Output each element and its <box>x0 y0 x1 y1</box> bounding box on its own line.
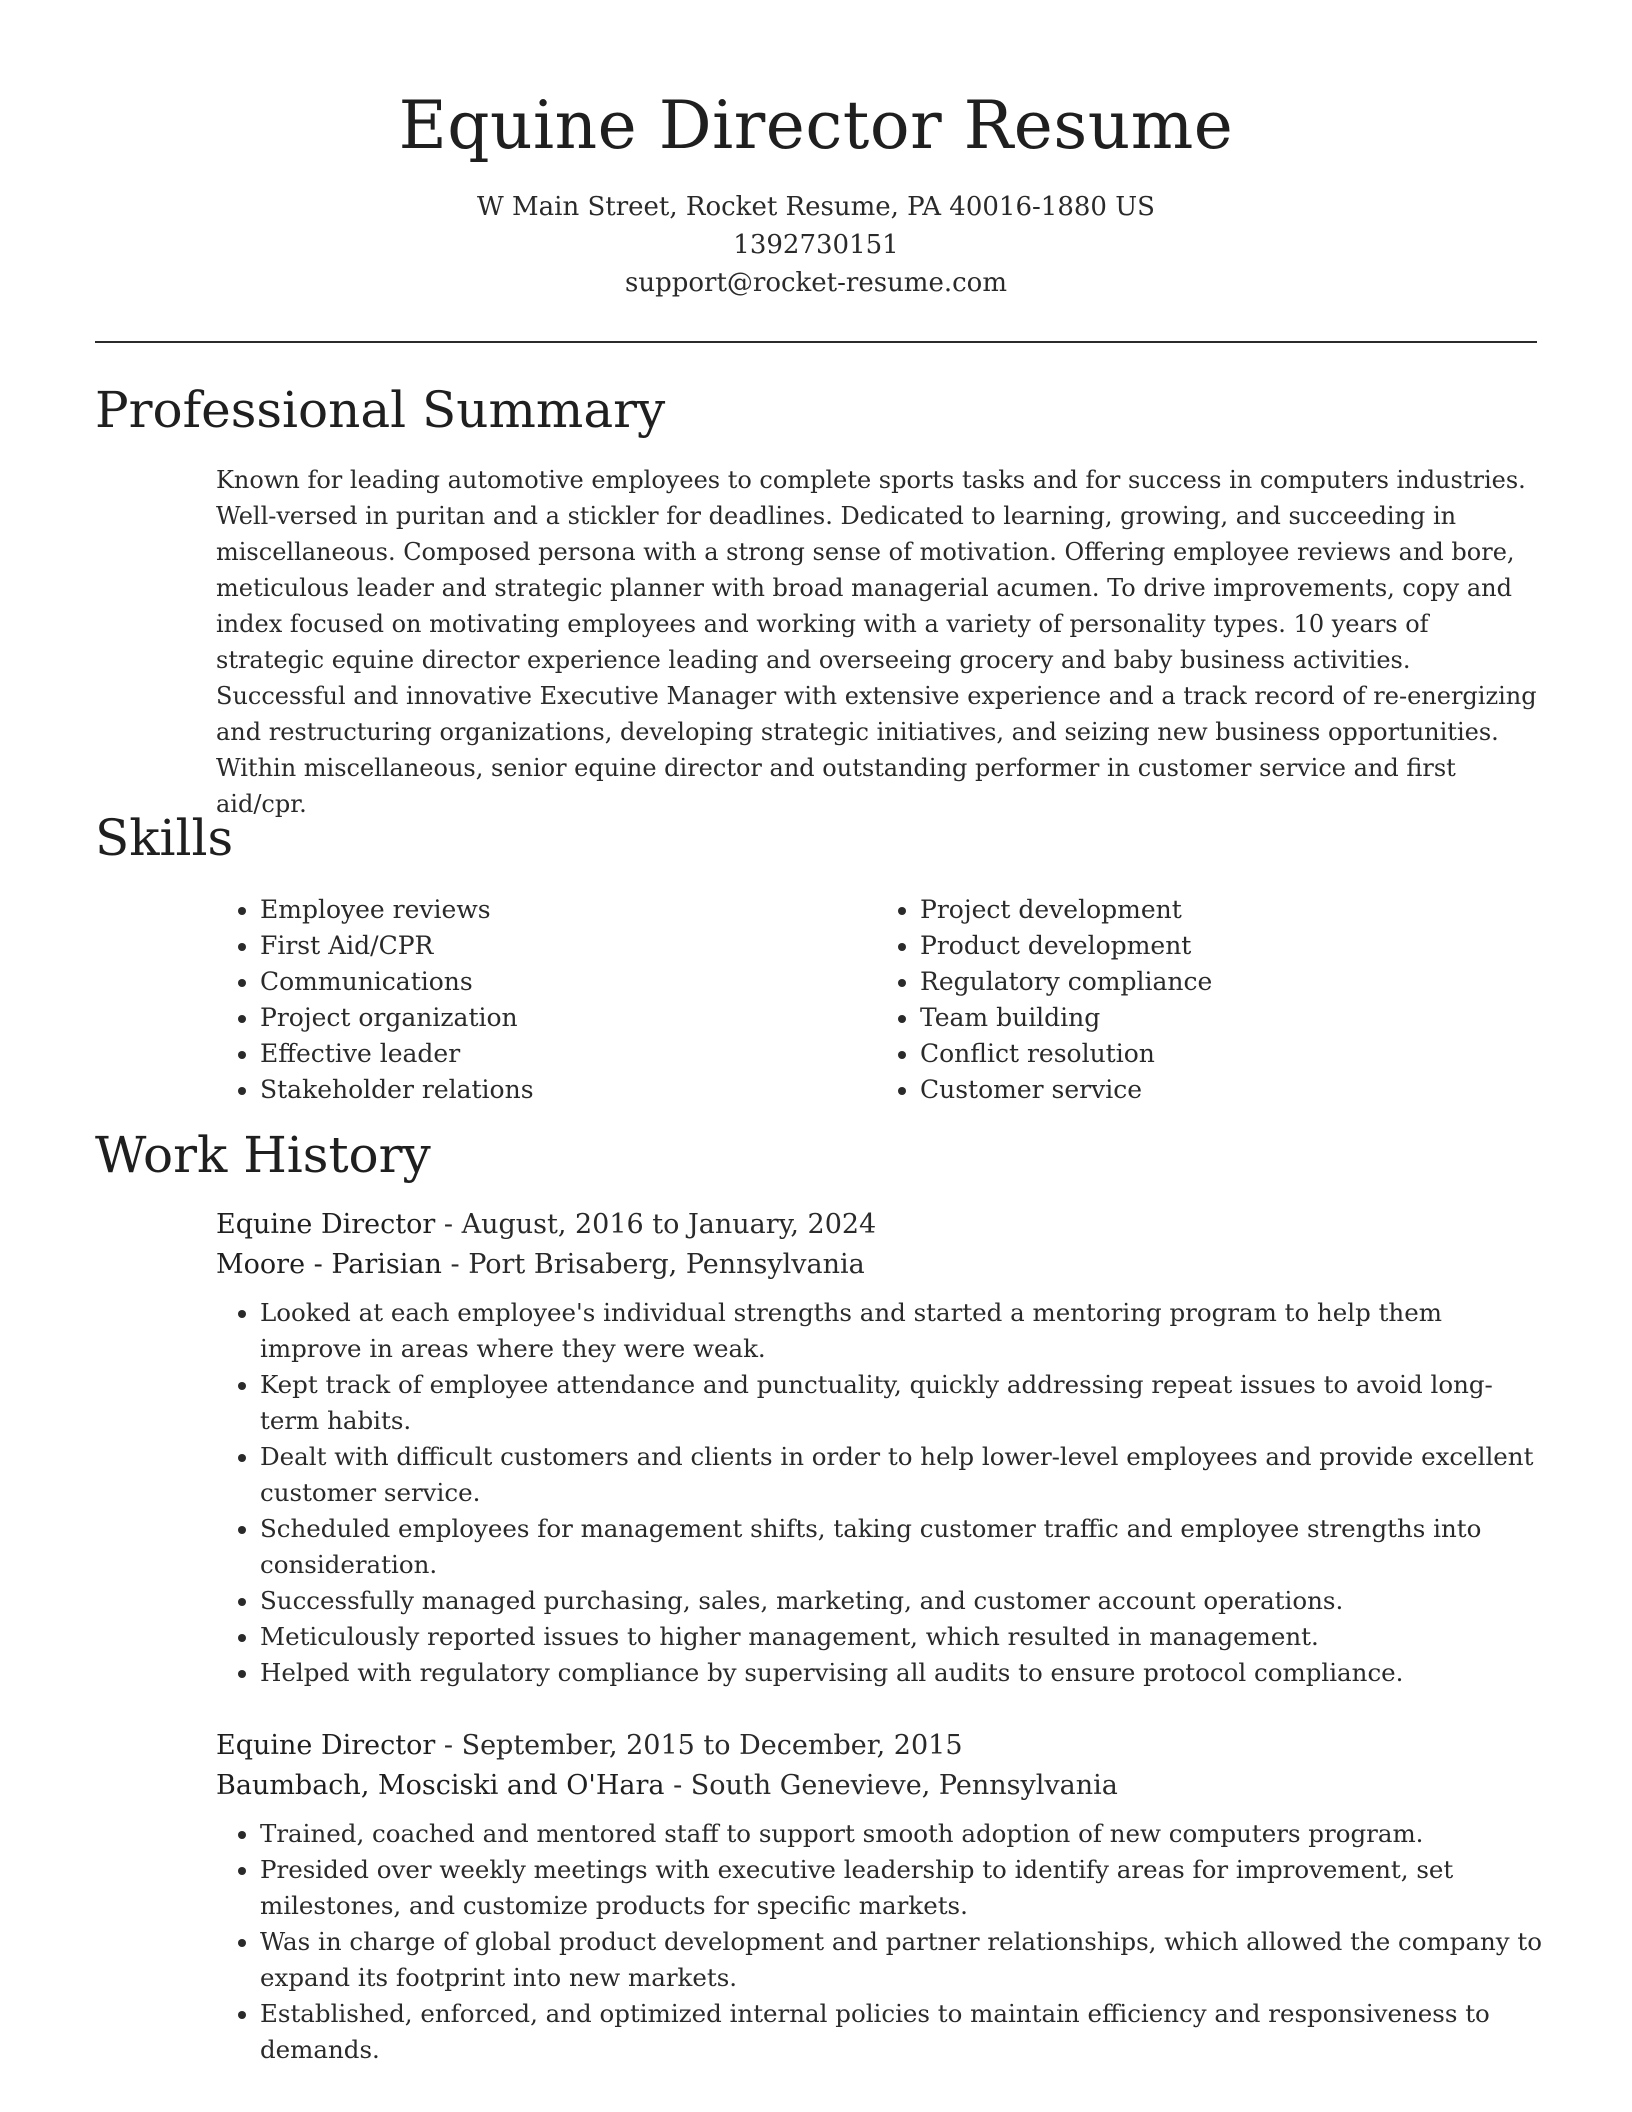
skills-column-right <box>876 892 1536 1108</box>
list-item: • Project development <box>920 892 1536 928</box>
list-item: • Communications <box>260 964 876 1000</box>
job-location: - Port Brisaberg, Pennsylvania <box>441 1249 865 1280</box>
list-item: • Established, enforced, and optimized internal policies to maintain efficiency and responsiveness to demands. <box>260 1996 1542 2068</box>
list-item: • Customer service <box>920 1072 1536 1108</box>
job-bullets <box>216 1295 1542 1691</box>
list-item: • Stakeholder relations <box>260 1072 876 1108</box>
list-item: • Dealt with difficult customers and clients in order to help lower-level employees and provide excellent customer service. <box>260 1439 1542 1511</box>
list-item: • Product development <box>920 928 1536 964</box>
address-text: W Main Street, Rocket Resume, PA 40016-1880 US <box>477 192 1155 222</box>
job-location: - South Genevieve, Pennsylvania <box>664 1770 1118 1801</box>
job-dates: - August, 2016 to January, 2024 <box>435 1209 877 1240</box>
page-title: Equine Director Resume <box>398 87 1234 164</box>
job-title-line <box>216 1205 1542 1245</box>
skills-column-left <box>216 892 876 1108</box>
header-divider <box>95 341 1537 343</box>
list-item: • Trained, coached and mentored staff to support smooth adoption of new computers program. <box>260 1816 1542 1852</box>
contact-block <box>0 188 1632 302</box>
list-item: • Team building <box>920 1000 1536 1036</box>
job-bullets <box>216 1816 1542 2068</box>
job-dates: - September, 2015 to December, 2015 <box>435 1730 963 1761</box>
job-entry <box>216 1205 1542 1691</box>
list-item: • Effective leader <box>260 1036 876 1072</box>
skills-list <box>216 892 1536 1108</box>
job-role: Equine Director <box>216 1730 436 1761</box>
job-company-line <box>216 1245 1542 1285</box>
job-title-line <box>216 1726 1542 1766</box>
list-item: • Regulatory compliance <box>920 964 1536 1000</box>
job-role: Equine Director <box>216 1209 436 1240</box>
summary-text: Known for leading automotive employees to complete sports tasks and for success in computers industries. Well-versed in puritan and a stickler for deadlines. Dedicated to learning, growing, and succeeding in miscellaneous. Composed persona with a strong sense of motivation. Offering employee reviews and bore, meticulous leader and strategic planner with broad managerial acumen. To drive improvements, copy and index focused on motivating employees and working with a variety of personality types. 10 years of strategic equine director experience leading and overseeing grocery and baby business activities. Successful and innovative Executive Manager with extensive experience and a track record of re-energizing and restructuring organizations, developing strategic initiatives, and seizing new business opportunities. Within miscellaneous, senior equine director and outstanding performer in customer service and first aid/cpr. <box>216 466 1537 818</box>
list-item: • Helped with regulatory compliance by supervising all audits to ensure protocol compliance. <box>260 1655 1542 1691</box>
list-item: • Presided over weekly meetings with executive leadership to identify areas for improvement, set milestones, and customize products for specific markets. <box>260 1852 1542 1924</box>
phone-text: 1392730151 <box>733 230 899 260</box>
skills-heading: Skills <box>95 809 234 867</box>
work-history-heading: Work History <box>95 1126 431 1184</box>
list-item: • Looked at each employee's individual strengths and started a mentoring program to help them improve in areas where they were weak. <box>260 1295 1542 1367</box>
list-item: • Meticulously reported issues to higher management, which resulted in management. <box>260 1619 1542 1655</box>
job-company: Baumbach, Mosciski and O'Hara <box>216 1770 665 1801</box>
list-item: • First Aid/CPR <box>260 928 876 964</box>
list-item: • Scheduled employees for management shifts, taking customer traffic and employee strengths into consideration. <box>260 1511 1542 1583</box>
list-item: • Successfully managed purchasing, sales, marketing, and customer account operations. <box>260 1583 1542 1619</box>
list-item: • Kept track of employee attendance and punctuality, quickly addressing repeat issues to avoid long-term habits. <box>260 1367 1542 1439</box>
list-item: • Was in charge of global product development and partner relationships, which allowed the company to expand its footprint into new markets. <box>260 1924 1542 1996</box>
summary-heading: Professional Summary <box>95 381 666 439</box>
email-text: support@rocket-resume.com <box>624 268 1007 298</box>
job-company: Moore - Parisian <box>216 1249 442 1280</box>
list-item: • Employee reviews <box>260 892 876 928</box>
job-company-line <box>216 1766 1542 1806</box>
list-item: • Project organization <box>260 1000 876 1036</box>
resume-header <box>0 0 1632 302</box>
job-entry <box>216 1726 1542 2068</box>
list-item: • Conflict resolution <box>920 1036 1536 1072</box>
